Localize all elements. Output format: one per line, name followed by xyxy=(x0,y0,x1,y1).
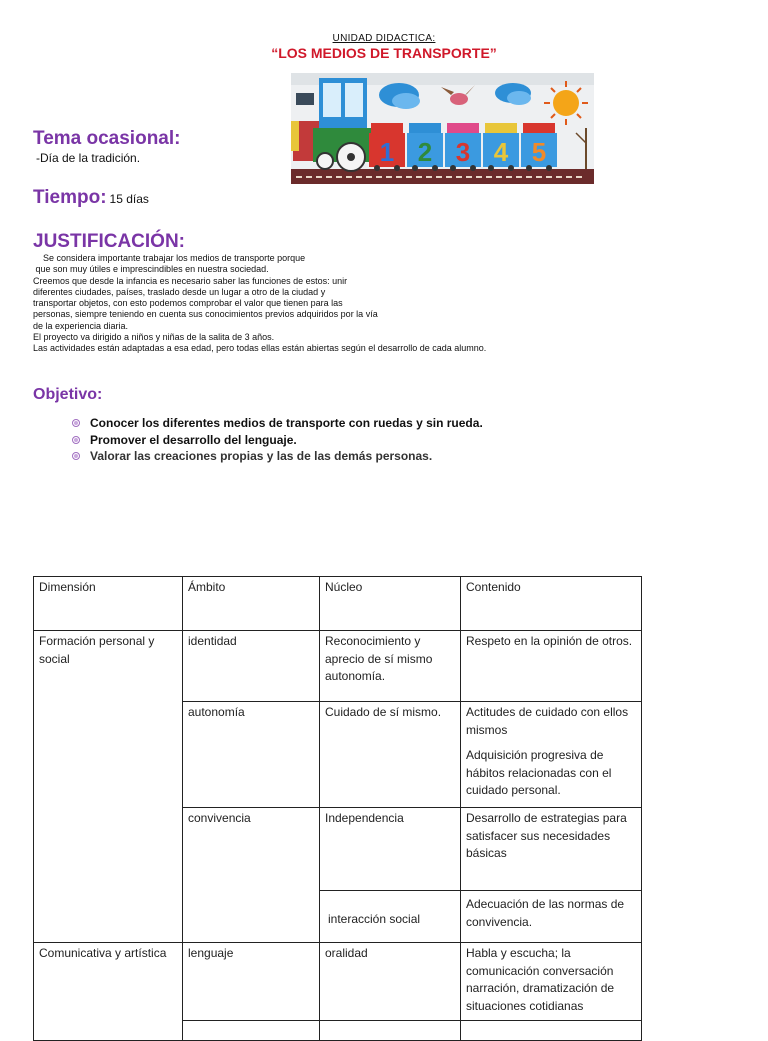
contenido-cell: Respeto en la opinión de otros. xyxy=(461,631,642,702)
bullet-icon xyxy=(72,419,80,427)
contenido-text: Adquisición progresiva de hábitos relacionadas con el cuidado personal. xyxy=(466,748,612,797)
wagon-4 xyxy=(483,123,519,167)
ambito-cell: identidad xyxy=(183,631,320,702)
contenido-text: Adecuación de las normas de convivencia. xyxy=(461,890,641,942)
tiempo-heading xyxy=(33,187,149,209)
nucleo-text: Independencia xyxy=(325,811,404,825)
train-banner-image xyxy=(291,73,594,184)
ambito-cell: convivencia xyxy=(183,808,320,943)
tema-value: -Día de la tradición. xyxy=(36,151,141,165)
wagon-2 xyxy=(407,123,443,167)
unit-label: UNIDAD DIDACTICA: xyxy=(332,33,436,44)
tiempo-label: Tiempo: xyxy=(33,187,107,208)
objective-text: Valorar las creaciones propias y las de las demás personas. xyxy=(90,449,433,463)
document-title: “LOS MEDIOS DE TRANSPORTE” xyxy=(271,45,497,61)
table-row xyxy=(34,631,642,702)
wagon-number: 5 xyxy=(531,137,547,167)
dimension-cell: Formación personal y social xyxy=(34,631,183,943)
contenido-text: Actitudes de cuidado con ellos mismos xyxy=(466,705,629,737)
wagon-number: 3 xyxy=(455,137,471,167)
bullet-icon xyxy=(72,436,80,444)
table-row xyxy=(34,943,642,1021)
bullet-icon xyxy=(72,452,80,460)
nucleo-cell: oralidad xyxy=(320,943,461,1021)
nucleo-text: interacción social xyxy=(320,890,460,942)
header-cell: Núcleo xyxy=(320,577,461,631)
objective-text: Conocer los diferentes medios de transporte con ruedas y sin rueda. xyxy=(90,416,483,430)
wagon-number: 2 xyxy=(417,137,433,167)
ambito-cell: lenguaje xyxy=(183,943,320,1021)
objective-list xyxy=(72,415,483,465)
tiempo-value: 15 días xyxy=(109,192,149,206)
wagon-number: 4 xyxy=(493,137,509,167)
nucleo-cell: Reconocimiento y aprecio de sí mismo autonomía. xyxy=(320,631,461,702)
ambito-cell: autonomía xyxy=(183,702,320,808)
table-header-row xyxy=(34,577,642,631)
contenido-cell xyxy=(461,808,642,943)
content-table xyxy=(33,576,642,1041)
contenido-cell: Habla y escucha; la comunicación conversación narración, dramatización de situaciones cotidianas xyxy=(461,943,642,1021)
header-cell: Dimensión xyxy=(34,577,183,631)
justificacion-heading: JUSTIFICACIÓN: xyxy=(33,231,185,252)
justificacion-text: Se considera importante trabajar los medios de transporte porque que son muy útiles e imprescindibles en nuestra sociedad. Creemos que desde la infancia es necesario saber las funciones de estos: unir diferentes ciudades, países, traslado desde un lugar a otro de la ciudad y transportar objetos, con esto podemos comprobar el valor que tienen para las personas, siempre teniendo en cuenta sus conocimientos previos adquiridos por la vía de la experiencia diaria. El proyecto va dirigido a niños y niñas de la salita de 3 años. Las actividades están adaptadas a esa edad, pero todas ellas están abiertas según el desarrollo de cada alumno. xyxy=(33,253,487,354)
header-cell: Ámbito xyxy=(183,577,320,631)
header-cell: Contenido xyxy=(461,577,642,631)
train-illustration xyxy=(291,73,594,184)
contenido-text: Desarrollo de estrategias para satisfacer sus necesidades básicas xyxy=(466,811,627,860)
contenido-cell xyxy=(461,702,642,808)
nucleo-cell xyxy=(320,808,461,943)
wagon-number: 1 xyxy=(379,137,395,167)
objetivo-heading: Objetivo: xyxy=(33,386,103,403)
wagon-5 xyxy=(521,123,557,167)
nucleo-cell: Cuidado de sí mismo. xyxy=(320,702,461,808)
dimension-cell: Comunicativa y artística xyxy=(34,943,183,1041)
tema-heading: Tema ocasional: xyxy=(33,128,181,149)
objective-text: Promover el desarrollo del lenguaje. xyxy=(90,432,297,447)
list-item xyxy=(72,448,483,465)
wagon-3 xyxy=(445,123,481,167)
wagon-1 xyxy=(369,123,405,167)
list-item xyxy=(72,415,483,432)
list-item xyxy=(72,432,483,449)
